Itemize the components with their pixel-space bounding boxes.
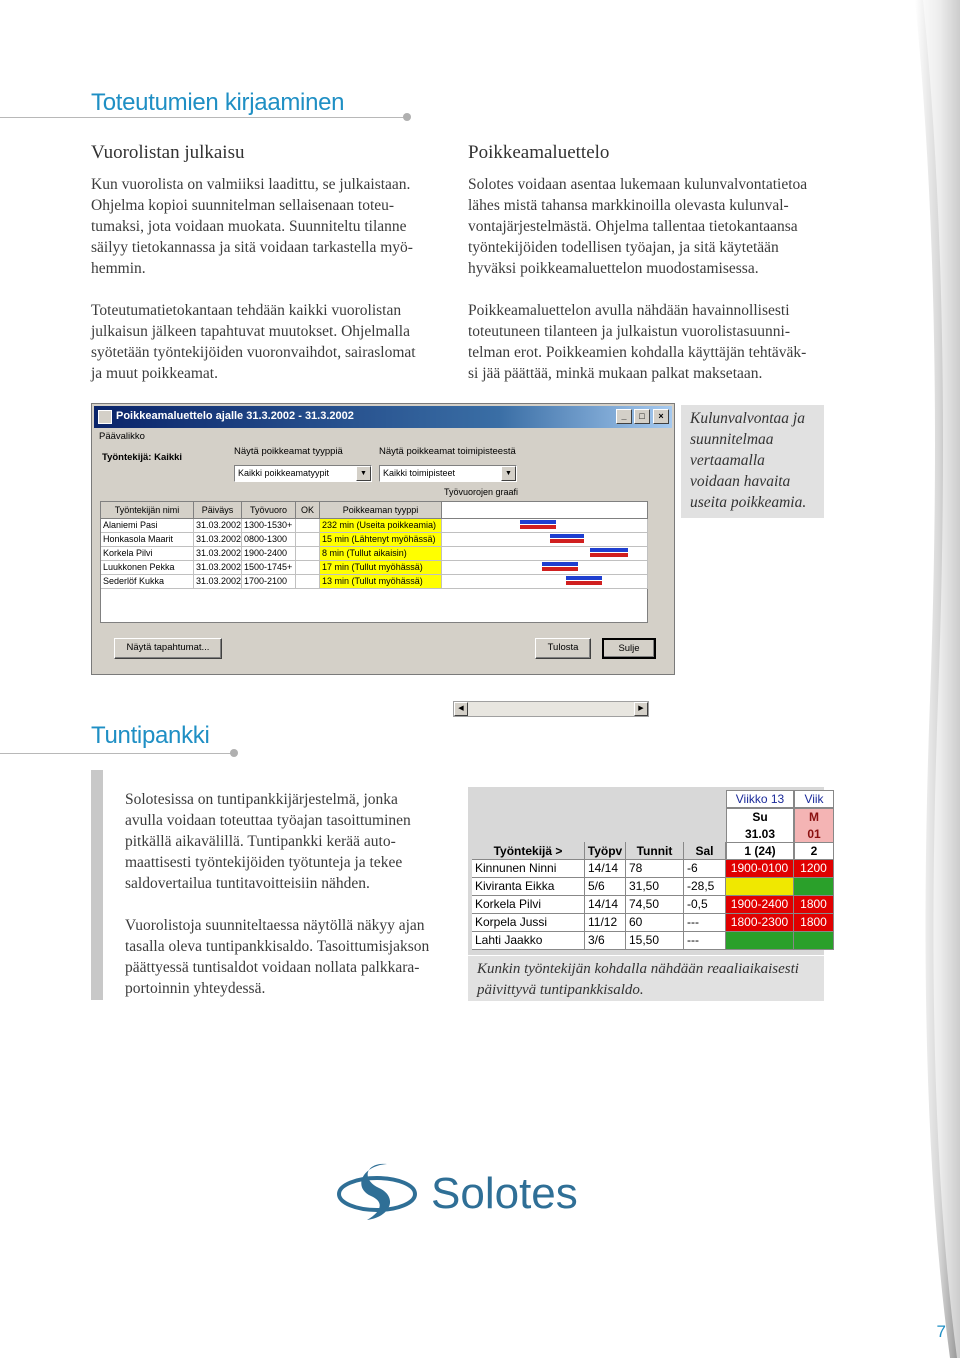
text-line: voidaan havaita [690,473,791,490]
cell-balance[interactable]: --- [684,932,726,950]
cell-shift[interactable]: 1500-1745+ [242,561,296,575]
text-line: ja muut poikkeamat. [91,365,218,382]
shift-cell[interactable]: 1900-0100 [726,860,794,878]
section-divider-dot [230,749,238,757]
shift-cell[interactable] [794,932,834,950]
section-title-toteutumien-kirjaaminen: Toteutumien kirjaaminen [91,89,345,116]
cell-workdays[interactable]: 14/14 [585,860,626,878]
cell-employee-name[interactable]: Sederlöf Kukka [101,575,194,589]
poikkeamaluettelo-dialog [91,403,675,712]
text-line: Kunkin työntekijän kohdalla nähdään reaaliaikaisesti [477,961,799,977]
cell-ok[interactable] [296,519,320,533]
column-header-ok[interactable]: OK [296,502,320,519]
page-edge-decoration [845,0,960,1358]
page-number: 7 [936,1322,946,1341]
text-line: hemmin. [91,260,146,277]
column-header-shift[interactable]: Työvuoro [242,502,296,519]
text-line: syötetään työntekijöiden vuoronvaihdot, sairaslomat [91,344,416,361]
solotes-logo [335,1158,578,1226]
cell-shift[interactable]: 0800-1300 [242,533,296,547]
dialog-caption [681,405,824,518]
dropdown-arrow-icon[interactable]: ▼ [501,466,516,481]
dialog-title: Poikkeamaluettelo ajalle 31.3.2002 - 31.3.2002 [116,410,354,422]
location-filter-value: Kaikki toimipisteet [383,468,456,478]
column-header-name[interactable]: Työntekijän nimi [101,502,194,519]
cell-employee-name[interactable]: Kiviranta Eikka [472,878,585,896]
text-line: Kun vuorolista on valmiiksi laadittu, se julkaistaan. [91,176,411,193]
day-date: 01 [807,827,821,841]
menu-paavalikko[interactable]: Päävalikko [99,431,145,442]
text-line: Ohjelma kopioi suunnitelman sellaisenaan toteu- [91,197,395,214]
cell-balance[interactable]: -0,5 [684,896,726,914]
cell-balance[interactable]: --- [684,914,726,932]
shift-bar [566,576,602,580]
shift-bar [542,567,578,571]
cell-deviation-type[interactable]: 13 min (Tullut myöhässä) [320,575,442,589]
text-line: päättyessä tuntisaldot voidaan nollata palkkara- [125,959,420,976]
cell-employee-name[interactable]: Alaniemi Pasi [101,519,194,533]
shift-cell[interactable]: 1200 [794,860,834,878]
cell-deviation-type[interactable]: 17 min (Tullut myöhässä) [320,561,442,575]
cell-ok[interactable] [296,533,320,547]
section-divider-dot [403,113,411,121]
count-header-2: 2 [794,842,834,860]
cell-deviation-type[interactable]: 8 min (Tullut aikaisin) [320,547,442,561]
text-line: Kulunvalvontaa ja [690,410,805,427]
close-button[interactable]: Sulje [602,638,656,659]
text-line: suunnitelmaa [690,431,774,448]
text-line: vertaamalla [690,452,765,469]
scroll-right-icon[interactable]: ▶ [634,702,648,716]
text-line: avulla voidaan toteuttaa työajan tasoittuminen [125,812,411,829]
cell-workdays[interactable]: 14/14 [585,896,626,914]
text-line: Poikkeamaluettelon avulla nähdään havainnollisesti [468,302,790,319]
graph-row [442,533,648,547]
location-filter-select[interactable] [379,465,517,482]
dialog-titlebar [94,406,672,428]
sidebar-accent-bar [91,770,103,1000]
location-filter-label: Näytä poikkeamat toimipisteestä [379,446,516,457]
cell-deviation-type[interactable]: 232 min (Useita poikkeamia) [320,519,442,533]
week-header-2: Viik [794,790,834,808]
shift-bar [520,525,556,529]
shift-cell[interactable]: 1800 [794,896,834,914]
type-filter-label: Näytä poikkeamat tyyppiä [234,446,343,457]
text-line: lähes mistä tahansa markkinoilla olevasta kulunval- [468,197,789,214]
count-header-1: 1 (24) [726,842,794,860]
text-line: hyväksi poikkeamaluettelon muodostamisessa. [468,260,759,277]
cell-workdays[interactable]: 3/6 [585,932,626,950]
shift-cell[interactable]: 1900-2400 [726,896,794,914]
cell-employee-name[interactable]: Lahti Jaakko [472,932,585,950]
paragraph-julkaisu [91,174,446,279]
shift-cell[interactable] [794,878,834,896]
cell-employee-name[interactable]: Luukkonen Pekka [101,561,194,575]
shift-bar [520,520,556,524]
column-header-workdays[interactable]: Työpv [585,842,626,860]
print-button[interactable]: Tulosta [535,638,591,659]
dropdown-arrow-icon[interactable]: ▼ [356,466,371,481]
cell-balance[interactable]: -6 [684,860,726,878]
heading-poikkeamaluettelo: Poikkeamaluettelo [468,142,610,163]
graph-horizontal-scrollbar[interactable] [453,701,649,717]
column-header-date[interactable]: Päiväys [194,502,242,519]
cell-date[interactable]: 31.03.2002 [194,547,242,561]
cell-employee-name[interactable]: Korpela Jussi [472,914,585,932]
cell-workdays[interactable]: 11/12 [585,914,626,932]
text-line: tumaksi, jota voidaan muokata. Suunniteltu tilanne [91,218,407,235]
day-date: 31.03 [744,827,776,841]
section-divider [0,753,232,754]
cell-hours[interactable]: 78 [626,860,684,878]
cell-workdays[interactable]: 5/6 [585,878,626,896]
shift-cell[interactable]: 1800-2300 [726,914,794,932]
paragraph-kulunvalvonta [468,174,824,279]
text-line: säilyy tietokannassa ja sitä voidaan tarkastella myö- [91,239,413,256]
text-line: päivittyvä tuntipankkisaldo. [477,982,644,998]
scroll-left-icon[interactable]: ◀ [454,702,468,716]
day-name: Su [752,810,768,824]
cell-hours[interactable]: 60 [626,914,684,932]
section-title-tuntipankki: Tuntipankki [91,722,210,749]
graph-header-area [442,502,648,519]
paragraph-toteutumatietokanta [91,300,446,384]
text-line: työntekijöiden todellisen työajan, ja sitä käytetään [468,239,779,256]
day-name: M [809,810,819,824]
type-filter-select[interactable] [234,465,372,482]
show-events-button[interactable]: Näytä tapahtumat... [114,638,222,659]
paragraph-poikkeamaluettelo [468,300,824,384]
cell-shift[interactable]: 1300-1530+ [242,519,296,533]
text-line: portoinnin yhteydessä. [125,980,266,997]
text-line: si jää päättää, minkä mukaan palkat maksetaan. [468,365,763,382]
cell-employee-name[interactable]: Korkela Pilvi [101,547,194,561]
shift-cell[interactable] [726,878,794,896]
cell-ok[interactable] [296,547,320,561]
graph-row [442,575,648,589]
text-line: telman erot. Poikkeamien kohdalla käyttäjän tehtäväk- [468,344,807,361]
text-line: pitkällä aikavälillä. Tuntipankki kerää auto- [125,833,396,850]
shift-graph-label: Työvuorojen graafi [444,487,519,497]
column-header-hours[interactable]: Tunnit [626,842,684,860]
column-header-employee[interactable]: Työntekijä > [472,842,585,860]
day-header-2 [794,808,834,843]
tuntipankki-table [468,787,827,955]
minimize-button[interactable]: _ [616,409,632,424]
day-header-1 [726,808,794,843]
cell-hours[interactable]: 31,50 [626,878,684,896]
text-line: Solotes voidaan asentaa lukemaan kulunvalvontatietoa [468,176,808,193]
type-filter-value: Kaikki poikkeamatyypit [238,468,330,478]
text-line: Solotesissa on tuntipankkijärjestelmä, jonka [125,791,398,808]
text-line: useita poikkeamia. [690,494,807,511]
shift-cell[interactable] [726,932,794,950]
shift-bar [590,553,628,557]
cell-date[interactable]: 31.03.2002 [194,519,242,533]
cell-date[interactable]: 31.03.2002 [194,575,242,589]
cell-balance[interactable]: -28,5 [684,878,726,896]
shift-bar [566,581,602,585]
text-line: toteutuneen tilanteen ja julkaistun vuorolistasuunni- [468,323,790,340]
shift-bar [550,539,584,543]
shift-bar [590,548,628,552]
cell-employee-name[interactable]: Kinnunen Ninni [472,860,585,878]
maximize-button[interactable]: □ [634,409,650,424]
text-line: Toteutumatietokantaan tehdään kaikki vuorolistan [91,302,402,319]
text-line: saldovertailua tuntitavoitteisiin nähden. [125,875,370,892]
text-line: maattisesti työntekijöiden työtunteja ja tekee [125,854,403,871]
app-icon [98,410,112,424]
text-line: vontajärjestelmästä. Ohjelma tallentaa tietokantaansa [468,218,798,235]
text-line: tasalla oleva tuntipankkisaldo. Tasoittumisjakson [125,938,430,955]
column-header-balance[interactable]: Sal [684,842,726,860]
cell-date[interactable]: 31.03.2002 [194,561,242,575]
paragraph-vuorolistat [125,915,447,999]
tuntipankki-caption [468,956,824,1001]
cell-employee-name[interactable]: Honkasola Maarit [101,533,194,547]
cell-employee-name[interactable]: Korkela Pilvi [472,896,585,914]
cell-date[interactable]: 31.03.2002 [194,533,242,547]
text-line: Vuorolistoja suunniteltaessa näytöllä näkyy ajan [125,917,425,934]
cell-deviation-type[interactable]: 15 min (Lähtenyt myöhässä) [320,533,442,547]
cell-hours[interactable]: 74,50 [626,896,684,914]
cell-hours[interactable]: 15,50 [626,932,684,950]
paragraph-tuntipankki [125,789,447,894]
shift-bar [542,562,578,566]
shift-bar [550,534,584,538]
text-line: julkaisun jälkeen tapahtuvat muutokset. Ohjelmalla [91,323,410,340]
cell-shift[interactable]: 1900-2400 [242,547,296,561]
heading-vuorolistan-julkaisu: Vuorolistan julkaisu [91,142,245,163]
shift-cell[interactable]: 1800 [794,914,834,932]
section-divider [0,117,405,118]
logo-wordmark: Solotes [431,1169,578,1218]
cell-shift[interactable]: 1700-2100 [242,575,296,589]
cell-ok[interactable] [296,575,320,589]
cell-ok[interactable] [296,561,320,575]
week-header-1: Viikko 13 [726,790,794,808]
column-header-type[interactable]: Poikkeaman tyyppi [320,502,442,519]
employee-filter-label: Työntekijä: Kaikki [102,452,183,463]
close-window-button[interactable]: × [653,409,669,424]
